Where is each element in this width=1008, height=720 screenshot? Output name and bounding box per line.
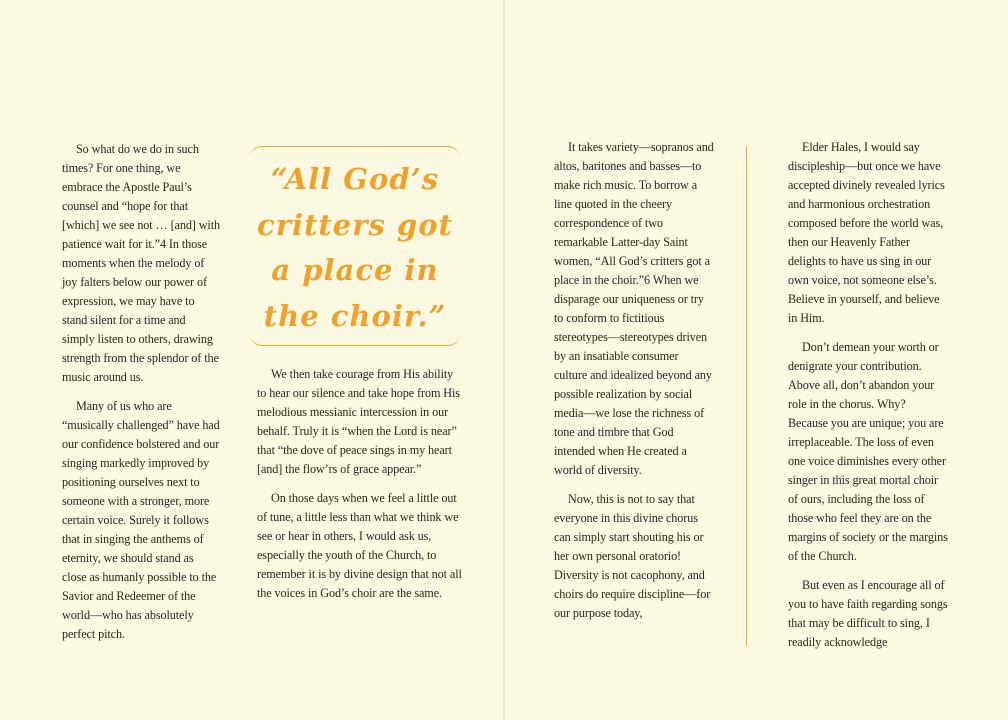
column-1 <box>62 140 220 654</box>
paragraph: Don’t demean your worth or denigrate your contribution. Above all, don’t abandon your role in the chorus. Why? Because you are unique; you are irreplaceable. The loss of even one voice diminishes every other singer in this great mortal choir of ours, including the loss of those who feel they are on the margins of society or the margins of the Church. <box>788 340 948 563</box>
column-divider <box>746 146 747 646</box>
paragraph: We then take courage from His ability to hear our silence and take hope from His melodious messianic intercession in our behalf. Truly it is “when the Lord is near” that “the dove of peace sings in my heart [and] the flow’rs of grace appear.” <box>257 367 460 476</box>
paragraph: So what do we do in such times? For one thing, we embrace the Apostle Paul’s counsel and “hope for that [which] we see not … [and] with patience wait for it.”4 In those moments when the melody of joy falters below our power of expression, we may have to stand silent for a time and simply listen to others, drawing strength from the splendor of the music around us. <box>62 142 220 384</box>
paragraph: Many of us who are “musically challenged” have had our confidence bolstered and our singing markedly improved by positioning ourselves next to someone with a stronger, more certain voice. Surely it follows that in singing the anthems of eternity, we should stand as close as humanly possible to the Savior and Redeemer of the world—who has absolutely perfect pitch. <box>62 399 220 641</box>
column-4 <box>788 138 948 662</box>
paragraph: On those days when we feel a little out of tune, a little less than what we think we see or hear in others, I would ask us, especially the youth of the Church, to remember it is by divine design that not all the voices in God’s choir are the same. <box>257 491 462 600</box>
paragraph: Now, this is not to say that everyone in this divine chorus can simply start shouting his or her own personal oratorio! Diversity is not cacophony, and choirs do require discipline—for our purpose today, <box>554 492 711 620</box>
page-gutter <box>503 0 505 720</box>
paragraph: Elder Hales, I would say discipleship—but once we have accepted divinely revealed lyrics and harmonious orchestration composed before the world was, then our Heavenly Father delights to have us sing in our own voice, not someone else’s. Believe in yourself, and believe in Him. <box>788 140 945 325</box>
column-2 <box>257 365 463 613</box>
paragraph: It takes variety—sopranos and altos, baritones and basses—to make rich music. To borrow a line quoted in the cheery correspondence of two remarkable Latter-day Saint women, “All God’s critters got a place in the choir.”6 When we disparage our uniqueness or try to conform to fictitious stereotypes—stereotypes driven by an insatiable consumer culture and idealized beyond any possible realization by social media—we lose the richness of tone and timbre that God intended when He created a world of diversity. <box>554 140 714 477</box>
column-3 <box>554 138 714 633</box>
left-page <box>0 0 503 720</box>
pull-quote-box <box>250 146 460 346</box>
pull-quote: “All God’s critters got a place in the choir.” <box>257 162 453 333</box>
paragraph: But even as I encourage all of you to have faith regarding songs that may be difficult to sing, I readily acknowledge <box>788 578 948 649</box>
